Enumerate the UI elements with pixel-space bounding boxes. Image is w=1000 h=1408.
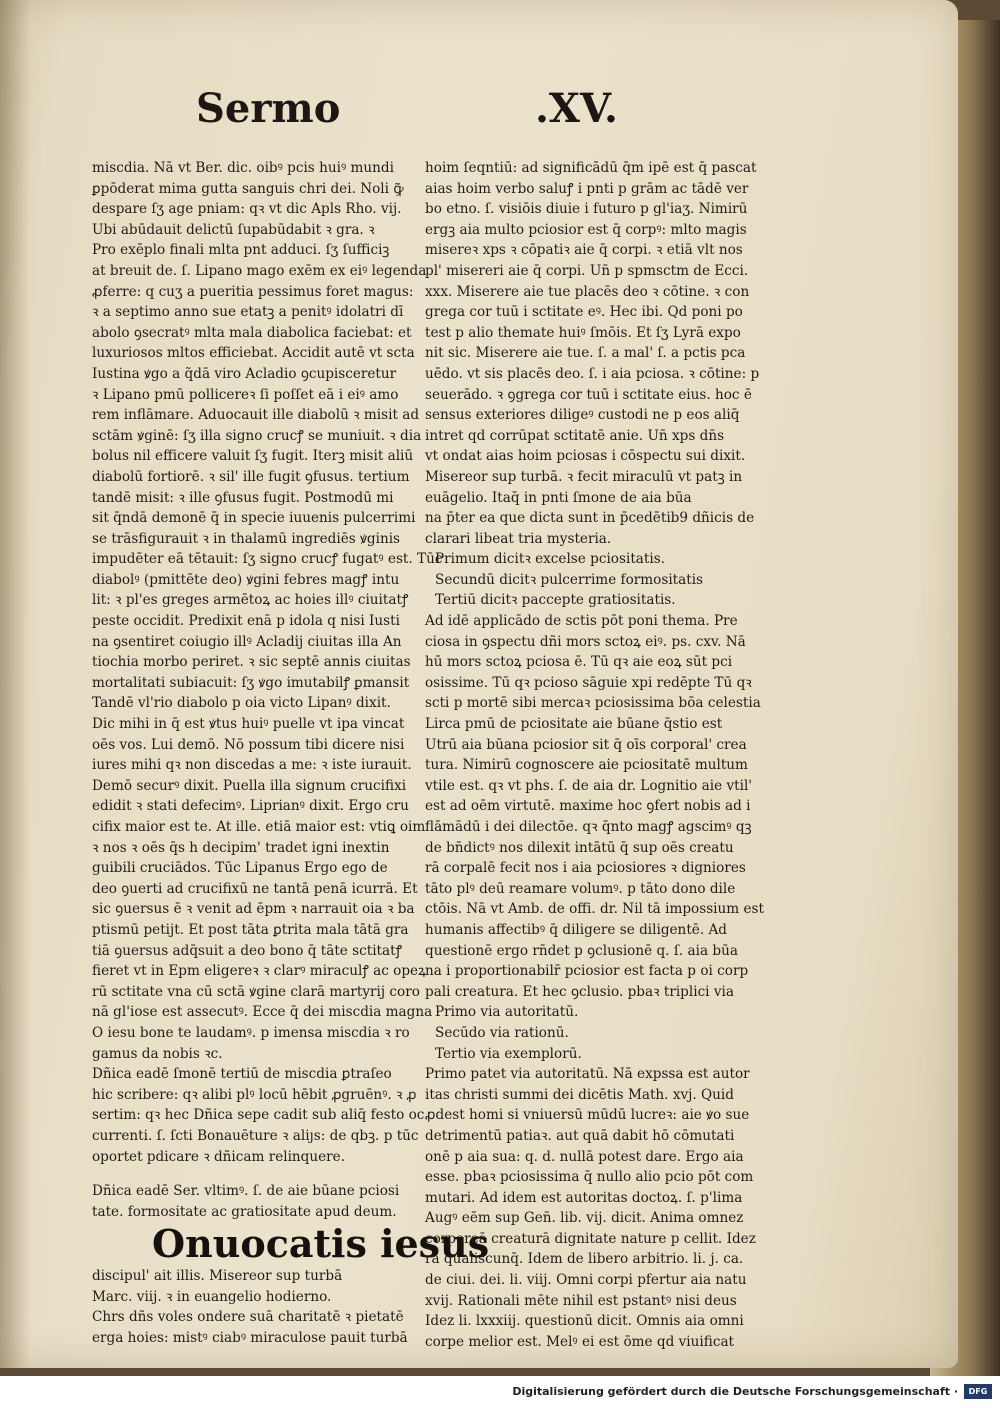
text-line: Ad idē applicādo de sctis pōt poni thema. Pre — [425, 613, 738, 630]
text-line: xvij. Rationali mēte nihil est pstantꝰ nisi deus — [425, 1292, 737, 1309]
text-line: Idez li. lxxxiij. questionū dicit. Omnis aia omni — [425, 1313, 744, 1330]
text-line: currenti. ſ. ſcti Bonauēture ꝛ aliȷs: de qbꝫ. p tūc — [92, 1127, 419, 1144]
text-line: O iesu bone te laudamꝰ. p imensa miscdia ꝛ ro — [92, 1024, 410, 1041]
text-line: euāgelio. Itaq̄ in pnti ſmone de aia būa — [425, 489, 692, 506]
text-line: uēdo. vt sis placēs deo. ſ. i aia pciosa. ꝛ cōtine: p — [425, 365, 760, 382]
left-column — [92, 158, 490, 1349]
text-line: diabolꝰ (pmittēte deo) ꝟgini febres magꝭ intu — [92, 571, 400, 588]
text-line: Primo patet via autoritatū. Nā expssa est autor — [425, 1066, 750, 1083]
mysterium-line: Secundū dicitꝛ pulcerrime formositatis — [435, 571, 704, 588]
text-line: Chrs dñs voles ondere suā charitatē ꝛ pietatē — [92, 1309, 404, 1326]
text-line: erga hoies: mistꝰ ciabꝰ miraculose pauit turbā — [92, 1330, 408, 1347]
rubric-line: Dñica eadē Ser. vltimꝰ. ſ. de aie būane pciosi — [92, 1183, 400, 1200]
text-line: despare ſʒ age pniam: qꝛ vt dic Apls Rho. vij. — [92, 201, 402, 218]
dfg-logo: DFG — [964, 1384, 992, 1399]
mysterium-line: Primum dicitꝛ excelse pciositatis. — [435, 551, 665, 568]
text-line: bolus nil efficere valuit ſʒ fugit. Iterꝫ misit aliū — [92, 448, 414, 465]
rubric-line: tate. formositate ac gratiositate apud deum. — [92, 1203, 397, 1220]
text-line: Lirca pmū de pciositate aie būane q̄stio est — [425, 716, 723, 733]
text-line: corpe melior est. Melꝰ ei est ōme qd viuificat — [425, 1333, 735, 1350]
text-line: ciosa in ꝯspectu dñi mors sctoꝝ eiꝰ. ps. cxv. Nā — [425, 633, 746, 650]
text-line: Dñica eadē ſmonē tertiū de miscdia ꝑtraſeo — [92, 1066, 392, 1083]
text-line: Misereor sup turbā. ꝛ fecit miraculū vt patꝫ in — [425, 468, 743, 485]
text-line: de bn̄dictꝰ nos dilexit intātū q̄ sup oēs creatu — [425, 839, 734, 856]
text-line: Demō securꝰ dixit. Puella illa signum crucifixi — [92, 777, 407, 794]
text-line: itas christi summi dei dicētis Math. xvj. Quid — [425, 1086, 734, 1103]
text-line: Utrū aia būana pciosior sit q̄ oīs corporal' crea — [425, 736, 747, 753]
text-line: ꝓferre: q cuʒ a pueritia pessimus foret magus: — [92, 283, 414, 300]
text-line: pl' misereri aie q̄ corpi. Un̄ p spmsctm de Ecci. — [425, 262, 749, 279]
text-line: deo ꝯuerti ad crucifixū ne tantā penā icurrā. Et — [92, 880, 418, 897]
text-line: ꝛ Lipano pmū pollicereꝛ ſi poſſet eā i eiꝰ amo — [92, 386, 399, 403]
text-line: Iustina ꝟgo a q̃dā viro Acladio ꝯcupisceretur — [92, 365, 397, 382]
text-line: grega cor tuū i sctitate eꝰ. Hec ibi. Qd poni po — [425, 304, 743, 321]
text-line: misereꝛ xps ꝛ cōpatiꝛ aie q̄ corpi. ꝛ etiā vlt nos — [425, 242, 743, 259]
text-line: vt ondat aias hoim pciosas i cōspectu sui dixit. — [425, 448, 746, 465]
header-sermo: Sermo — [196, 85, 341, 132]
text-line: sic ꝯuersus ē ꝛ venit ad ēpm ꝛ narrauit oia ꝛ ba — [92, 901, 415, 918]
text-line: miscdia. Nā vt Ber. dic. oibꝰ pcis huiꝰ mundi — [92, 160, 394, 176]
text-line: mortalitati subiacuit: ſʒ ꝟgo imutabilꝭ ꝑmansit — [92, 674, 410, 691]
text-line: mutari. Ad idem est autoritas doctoꝝ. ſ. p'lima — [425, 1189, 743, 1206]
text-line: flāmādū i dei dilectōe. qꝛ q̄nto magꝭ agscimꝰ qꝫ — [425, 819, 752, 835]
text-line: osissime. Tū qꝛ pcioso sāguie xpi redēpte Tū qꝛ — [425, 674, 752, 691]
text-line: vtile est. qꝛ vt phs. ſ. de aia dr. Lognitio aie vtil' — [425, 777, 753, 794]
right-column — [425, 158, 764, 1352]
text-line: hū mors sctoꝝ pciosa ē. Tū qꝛ aie eoꝝ sūt pci — [425, 654, 733, 671]
text-line: fieret vt in Epm eligereꝛ ꝛ clarꝰ miraculꝭ ac opeꝝ — [92, 963, 426, 980]
text-line: Pro exēplo finali mlta pnt adduci. ſʒ ſufficiꝫ — [92, 242, 390, 259]
via-line: Primo via autoritatū. — [435, 1004, 579, 1021]
text-line: aias hoim verbo saluꝭ i pnti p grām ac tādē ver — [425, 180, 749, 197]
text-line: Augꝰ eēm sup Gen̄. lib. vij. dicit. Anima omnez — [425, 1210, 744, 1227]
text-line: sit q̄ndā demonē q̄ in specie iuuenis pulcerrimi — [92, 510, 416, 527]
text-line: at breuit de. ſ. Lipano mago exēm ex eiꝰ legenda — [92, 262, 427, 279]
paragraph-gap — [92, 1167, 404, 1181]
text-line: oportet pdicare ꝛ dñicam relinquere. — [92, 1148, 346, 1165]
text-line: ꝓdest homi si vniuersū mūdū lucreꝛ: aie ꝟo sue — [425, 1107, 750, 1124]
text-line: cifix maior est te. At ille. etiā maior est: vtiꝗ oim — [92, 819, 426, 835]
text-line: scti p mortē sibi mercaꝛ pciosissima bōa celestia — [425, 695, 761, 712]
footer — [0, 1376, 1000, 1408]
text-line: se trāsfigurauit ꝛ in thalamū ingrediēs ꝟginis — [92, 530, 401, 547]
text-line: oēs vos. Lui demō. Nō possum tibi dicere nisi — [92, 736, 405, 753]
text-line: humanis affectibꝰ q̄ diligere se diligentē. Ad — [425, 921, 727, 938]
text-line: tandē misit: ꝛ ille ꝯfusus fugit. Postmodū mi — [92, 489, 394, 506]
text-line: nā gl'iose est assecutꝰ. Ecce q̄ dei miscdia magna — [92, 1004, 433, 1021]
text-line: seuerādo. ꝛ ꝯgrega cor tuū i sctitate eius. hoc ē — [425, 386, 752, 403]
footer-credit: Digitalisierung gefördert durch die Deutsche Forschungsgemeinschaft · — [512, 1385, 958, 1398]
text-line: de ciui. dei. li. viij. Omni corpi pfertur aia natu — [425, 1272, 747, 1289]
text-line: onē p aia sua: q. d. nullā potest dare. Ergo aia — [425, 1148, 744, 1165]
text-line: ꝛ a septimo anno sue etatꝫ a penitꝰ idolatri dī — [92, 304, 404, 321]
text-line: ptismū petijt. Et post tāta ꝑtrita mala tātā gra — [92, 921, 409, 938]
text-line: rā corpalē fecit nos i aia pciosiores ꝛ digniores — [425, 860, 746, 877]
text-line: corporeā creaturā dignitate nature p cellit. Idez — [425, 1230, 756, 1247]
text-line: sertim: qꝛ hec Dñica sepe cadit sub aliq̄ festo oc — [92, 1107, 425, 1124]
text-line: ctōis. Nā vt Amb. de offi. dr. Nil tā impossium est — [425, 901, 764, 918]
text-line: test p alio themate huiꝰ ſmōis. Et ſʒ Lyrā expo — [425, 324, 741, 341]
text-line: abolo ꝯsecratꝰ mlta mala diabolica faciebat: et — [92, 324, 412, 341]
text-line: na i proportionabilr̄ pciosior est facta p oi corp — [425, 963, 749, 980]
text-line: pali creatura. Et hec ꝯclusio. pbaꝛ triplici via — [425, 983, 734, 1000]
text-line: tura. Nimirū cognoscere aie pciositatē multum — [425, 757, 748, 774]
text-line: clarari libeat tria mysteria. — [425, 530, 612, 547]
text-line: luxuriosos mltos efficiebat. Accidit autē vt scta — [92, 345, 415, 362]
text-line: discipul' ait illis. Misereor sup turbā — [92, 1268, 343, 1285]
text-line: rū sctitate vna cū sctā ꝟgine clarā martyrij coro — [92, 983, 420, 1000]
text-line: tiā ꝯuersus adq̄suit a deo bono q̄ tāte sctitatꝭ — [92, 942, 403, 959]
text-line: peste occidit. Predixit enā p idola q nisi Iusti — [92, 613, 400, 630]
text-line: est ad oēm virtutē. maxime hoc ꝯfert nobis ad i — [425, 798, 751, 815]
text-line: ergꝫ aia multo pciosior est q̄ corpꝰ: mlto magis — [425, 221, 747, 238]
via-line: Secūdo via rationū. — [435, 1024, 569, 1041]
initial-heading: Onuocatis iesus — [152, 1221, 490, 1267]
text-line: intret qd corrūpat sctitatē anie. Un̄ xps dn̄s — [425, 427, 725, 444]
text-line: na ꝯsentiret coiugio illꝰ Acladij ciuitas illa An — [92, 633, 402, 650]
text-line: lit: ꝛ pl'es greges armētoꝝ ac hoies illꝰ ciuitatꝭ — [92, 592, 409, 609]
text-line: questionē ergo rn̄det p ꝯclusionē q. ſ. aia būa — [425, 942, 738, 959]
text-line: impudēter eā tētauit: ſʒ signo crucꝭ fugatꝰ est. Tūc — [92, 551, 443, 568]
text-line: xxx. Miserere aie tue placēs deo ꝛ cōtine. ꝛ con — [425, 283, 750, 300]
mysterium-line: Tertiū dicitꝛ paccepte gratiositatis. — [435, 592, 676, 609]
text-line: nit sic. Miserere aie tue. ſ. a mal' ſ. a pctis pca — [425, 345, 746, 362]
text-line: gamus da nobis ꝛc. — [92, 1045, 223, 1062]
text-line: Dic mihi in q̄ est ꝟtus huiꝰ puelle vt ipa vincat — [92, 716, 405, 733]
text-line: sctām ꝟginē: ſʒ illa signo crucꝭ se muniuit. ꝛ dia — [92, 427, 422, 444]
text-line: iures mihi qꝛ non discedas a me: ꝛ iste iurauit. — [92, 757, 412, 774]
header-sermon-number: .XV. — [535, 85, 618, 132]
running-header — [0, 85, 958, 145]
text-line: bo etno. ſ. visiōis diuie i futuro p gl'iaʒ. Nimirū — [425, 201, 748, 218]
text-line: na p̄ter ea que dicta sunt in p̄cedētib9 dñicis de — [425, 510, 755, 527]
text-line: ꝛ nos ꝛ oēs q̄s h decipim' tradet igni inextin — [92, 839, 390, 856]
text-line: rem inflāmare. Aduocauit ille diabolū ꝛ misit ad — [92, 407, 420, 424]
text-line: esse. pbaꝛ pciosissima q̄ nullo alio pcio pōt com — [425, 1169, 754, 1186]
text-line: sensus exteriores diligeꝰ custodi ne p eos aliq̄ — [425, 407, 740, 424]
text-line: ꝑpōderat mima gutta sanguis chri dei. Noli ꝙ̃ — [92, 180, 404, 197]
text-line: tiochia morbo periret. ꝛ sic septē annis ciuitas — [92, 654, 411, 671]
via-line: Tertio via exemplorū. — [435, 1045, 582, 1062]
text-line: hic scribere: qꝛ alibi plꝰ locū hēbit ꝓgruēnꝰ. ꝛ ꝓ — [92, 1086, 417, 1103]
text-line: Tandē vl'rio diabolo p oia victo Lipanꝰ dixit. — [92, 695, 391, 712]
text-line: Ubi abūdauit delictū ſupabūdabit ꝛ gra. ꝛ — [92, 221, 375, 238]
text-line: guibili cruciādos. Tūc Lipanus Ergo ego de — [92, 860, 388, 877]
text-line: detrimentū patiaꝛ. aut quā dabit hō cōmutati — [425, 1127, 735, 1144]
text-line: diabolū fortiorē. ꝛ sil' ille fugit ꝯfusus. tertium — [92, 468, 410, 485]
text-line: ra qualiscunq̄. Idem de libero arbitrio. li. j. ca. — [425, 1251, 744, 1268]
text-line: Marc. viij. ꝛ in euangelio hodierno. — [92, 1288, 332, 1305]
text-line: edidit ꝛ stati defecimꝰ. Liprianꝰ dixit. Ergo cru — [92, 798, 409, 815]
text-line: hoim ſeqntiū: ad significādū q̄m ipē est q̄ pascat — [425, 160, 757, 176]
text-line: tāto plꝰ deū reamare volumꝰ. p tāto dono dile — [425, 880, 736, 897]
